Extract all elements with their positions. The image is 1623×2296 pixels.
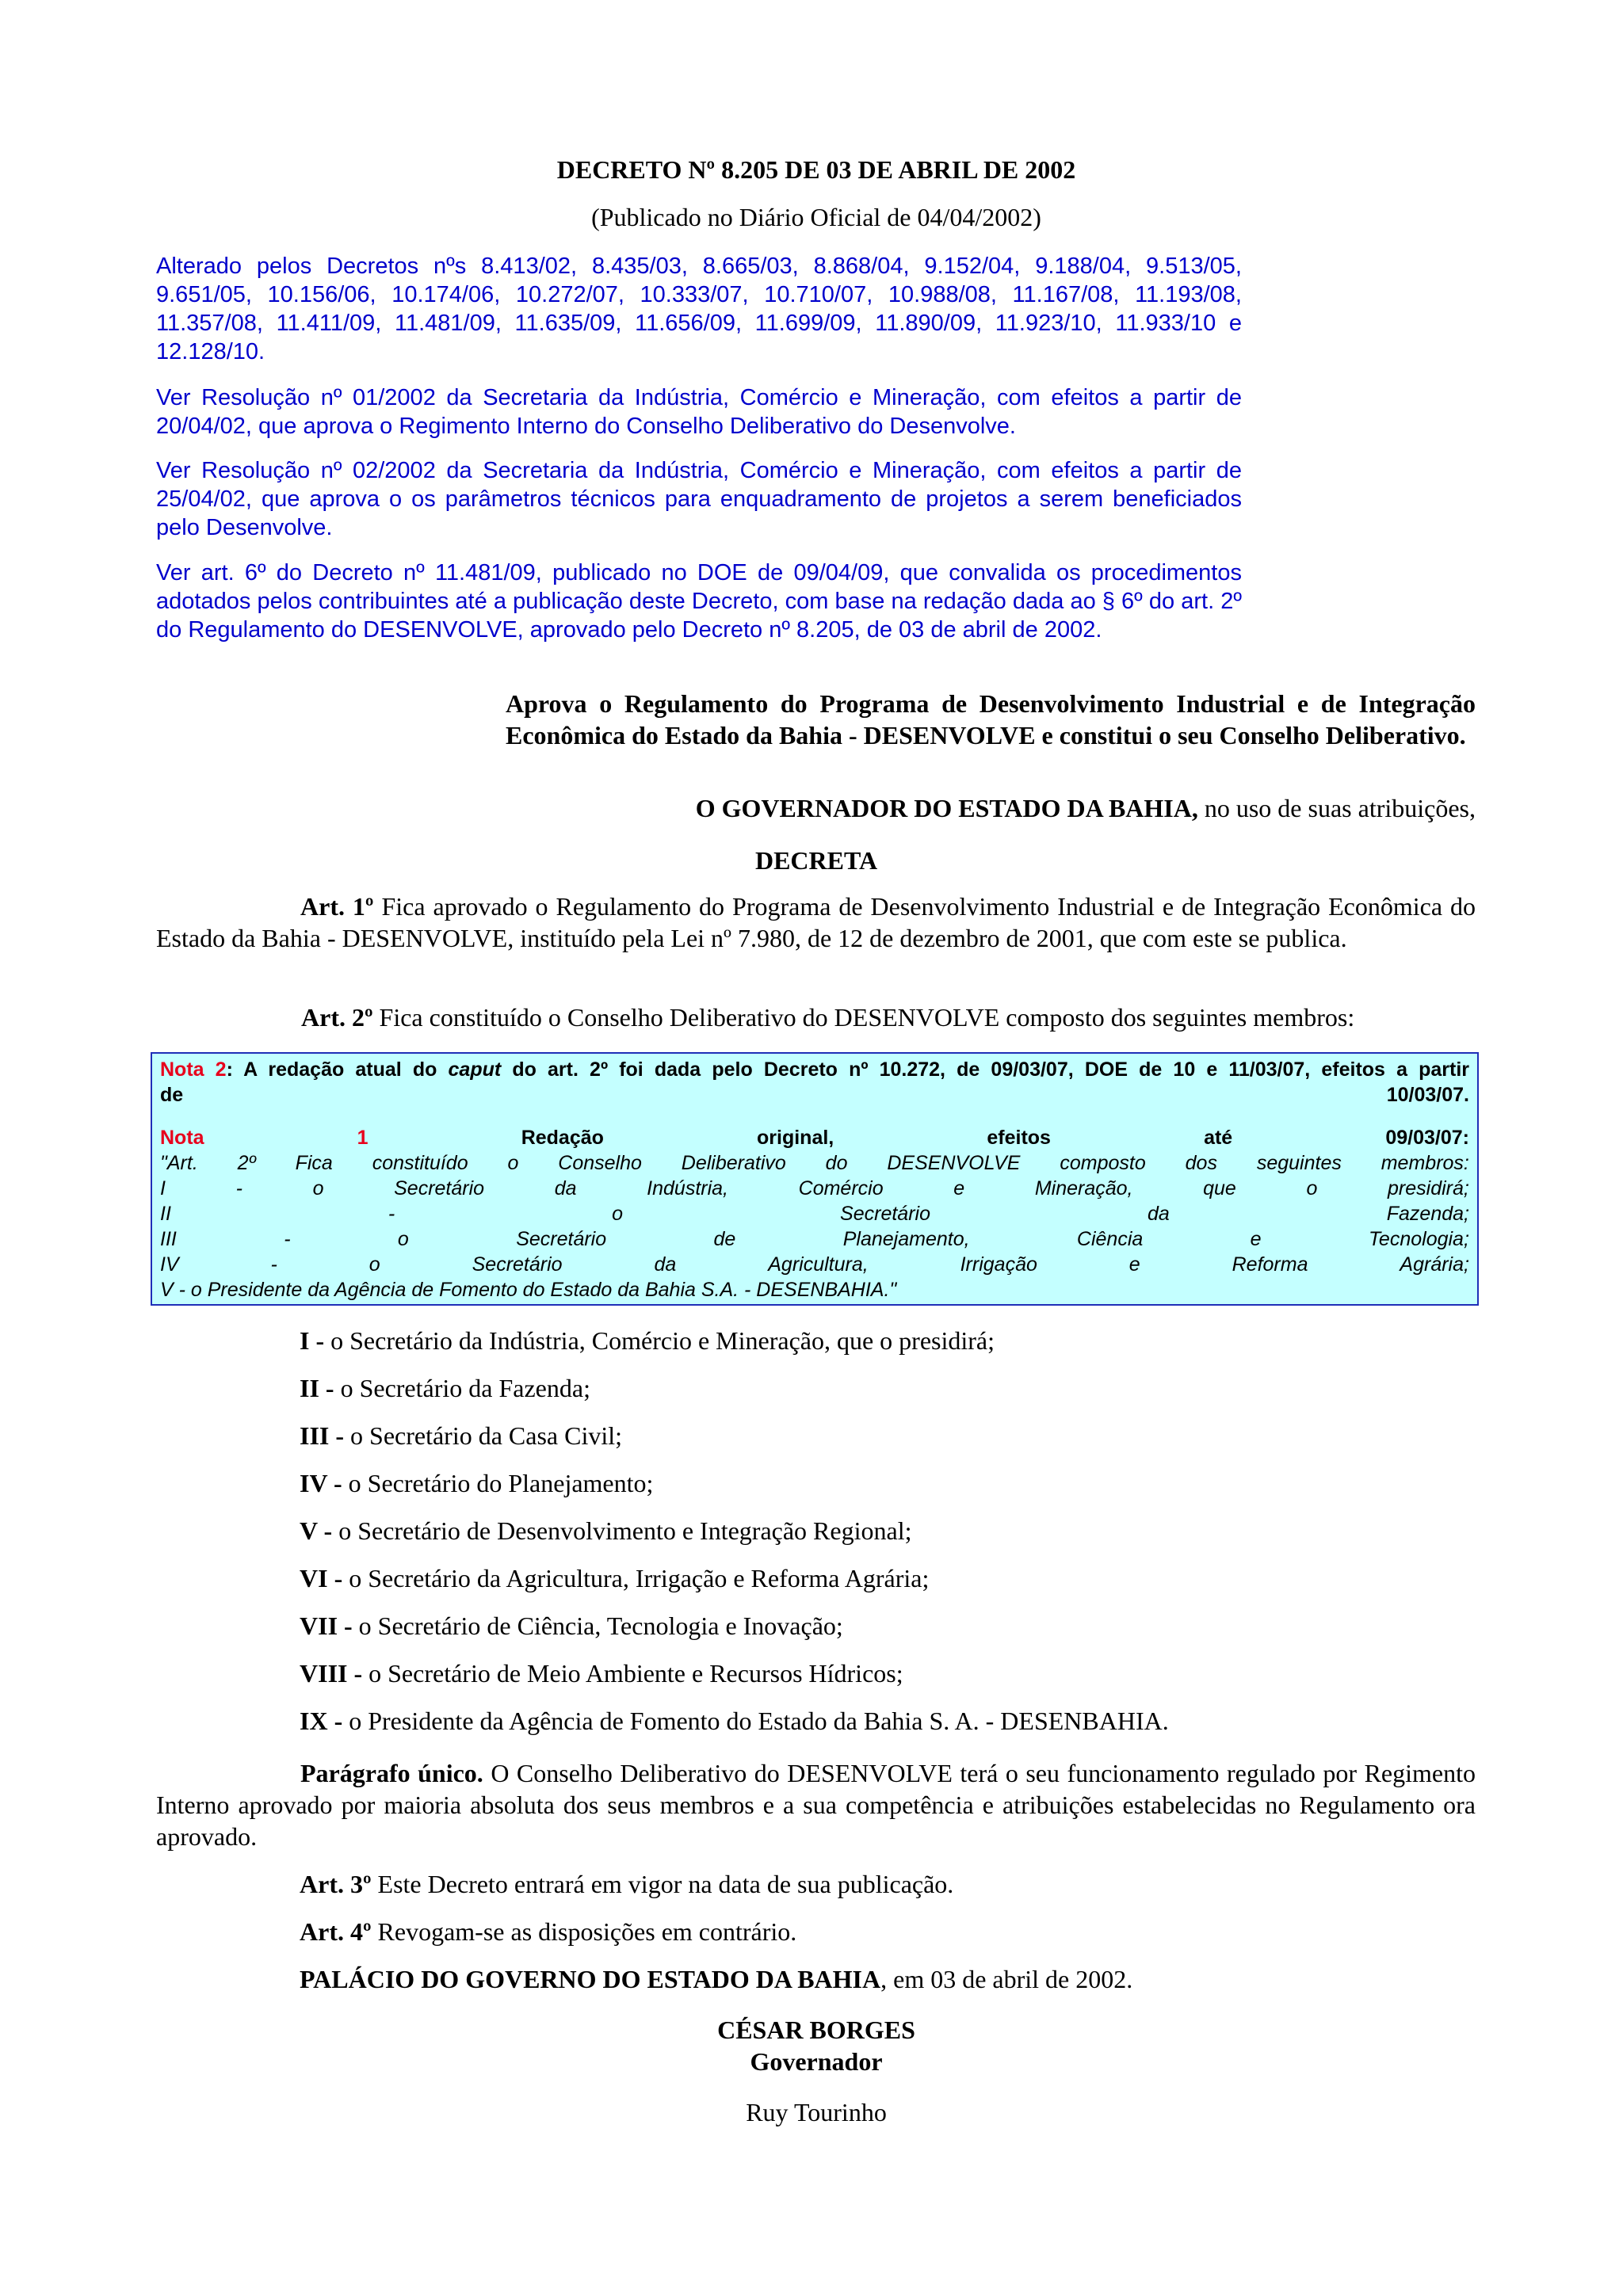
article-4 [300,1916,1474,1947]
article-2 [301,1001,1476,1033]
caput-word: caput [448,1058,502,1081]
paragrafo-unico-label: Parágrafo único. [300,1759,483,1787]
closing-date: , em 03 de abril de 2002. [880,1965,1133,1993]
paragrafo-unico [156,1757,1476,1852]
article-4-text: Revogam-se as disposições em contrário. [371,1917,797,1946]
council-member-text: o Secretário da Casa Civil; [344,1421,623,1450]
decree-title: DECRETO Nº 8.205 DE 03 DE ABRIL DE 2002 [556,155,1076,184]
council-member-text: o Secretário de Desenvolvimento e Integração Regional; [332,1516,912,1545]
resolution-2-note: Ver Resolução nº 02/2002 da Secretaria da Indústria, Comércio e Mineração, com efeitos a partir de 25/04/02, que aprova o os parâmetros técnicos para enquadramento de projetos a serem beneficiados pelo Desenvolve. [156,458,1242,540]
nota-1-row: "Art. 2º Fica constituído o Conselho Deliberativo do DESENVOLVE composto dos seguintes membros: [160,1152,1469,1174]
council-member-item [300,1325,995,1356]
article-3-text: Este Decreto entrará em vigor na data de sua publicação. [371,1870,954,1898]
nota-1-row: IV - o Secretário da Agricultura, Irrigação e Reforma Agrária; [160,1253,1469,1276]
council-member-text: o Secretário da Fazenda; [334,1374,590,1402]
nota-1-row: I - o Secretário da Indústria, Comércio e Mineração, que o presidirá; [160,1177,1469,1199]
article-1-text: Fica aprovado o Regulamento do Programa de Desenvolvimento Industrial e de Integração Econômica do Estado da Bahia - DESENVOLVE, instituído pela Lei nº 7.980, de 12 de dezembro de 2001, que com este se publica. [156,892,1476,952]
council-member-number: IV - [300,1469,342,1497]
council-member-number: V - [300,1516,333,1545]
article-3 [300,1868,1474,1900]
article-2-text: Fica constituído o Conselho Deliberativo do DESENVOLVE composto dos seguintes membros: [372,1003,1355,1032]
council-member-text: o Secretário de Meio Ambiente e Recursos Hídricos; [362,1659,903,1688]
preamble-governor [158,792,1476,824]
council-member-number: III - [300,1421,345,1450]
nota-2-line: Nota 2: A redação atual do caput do art. 2º foi dada pelo Decreto nº 10.272, de 09/03/07, DOE de 10 e 11/03/07, efeitos a partir [160,1058,1470,1081]
nota-1-row: III - o Secretário de Planejamento, Ciência e Tecnologia; [160,1228,1469,1250]
nota-1-label: Nota [160,1127,204,1149]
nota-1-original-text [160,1150,1469,1277]
council-member-item [300,1562,929,1594]
nota-1-header: Nota 1 Redação original, efeitos até 09/03/07: [160,1127,1469,1149]
council-member-text: o Secretário de Ciência, Tecnologia e Inovação; [352,1611,843,1640]
amendments-note: Alterado pelos Decretos nºs 8.413/02, 8.435/03, 8.665/03, 8.868/04, 9.152/04, 9.188/04, 9.513/05, 9.651/05, 10.156/06, 10.174/06, 10.272/07, 10.333/07, 10.710/07, 10.988/08, 11.167/08, 11.193/08, 11.357/08, 11.411/09, 11.481/09, 11.635/09, 11.656/09, 11.699/09, 11.890/09, 11.923/10, 11.933/10 e 12.128/10. [156,254,1242,364]
governor-label: O GOVERNADOR DO ESTADO DA BAHIA, [695,794,1198,822]
council-member-number: I - [300,1326,325,1355]
council-member-text: o Secretário do Planejamento; [342,1469,654,1497]
council-member-item [300,1467,653,1499]
paragrafo-unico-text: O Conselho Deliberativo do DESENVOLVE terá o seu funcionamento regulado por Regimento Interno aprovado por maioria absoluta dos seus membros e a sua competência e atribuições estabelecidas no Regulamento ora aprovado. [156,1759,1476,1851]
council-member-text: o Secretário da Agricultura, Irrigação e Reforma Agrária; [342,1564,930,1592]
nota-2-label: Nota 2 [160,1058,227,1081]
publication-note: (Publicado no Diário Oficial de 04/04/2002) [591,203,1041,231]
article-2-label: Art. 2º [301,1003,373,1032]
council-member-number: VI - [300,1564,343,1592]
signature-role: Governador [750,2047,883,2076]
nota-box [151,1052,1479,1306]
council-member-number: II - [300,1374,334,1402]
ementa: Aprova o Regulamento do Programa de Desenvolvimento Industrial e de Integração Econômica do Estado da Bahia - DESENVOLVE e constitui o seu Conselho Deliberativo. [506,689,1476,749]
article-4-label: Art. 4º [300,1917,372,1946]
council-member-item [300,1372,590,1404]
council-member-item [300,1515,911,1547]
palacio-label: PALÁCIO DO GOVERNO DO ESTADO DA BAHIA [300,1965,881,1993]
council-member-item [300,1705,1169,1737]
council-member-number: VIII - [300,1659,363,1688]
signature-name: CÉSAR BORGES [717,2016,915,2044]
council-member-text: o Presidente da Agência de Fomento do Estado da Bahia S. A. - DESENBAHIA. [342,1707,1169,1735]
signature-secondary: Ruy Tourinho [746,2098,887,2126]
council-member-item [300,1610,843,1642]
nota-2-line-2: de 10/03/07. [160,1084,1469,1106]
decreta-heading: DECRETA [754,846,878,875]
article-3-label: Art. 3º [300,1870,372,1898]
council-member-item [300,1420,622,1451]
governor-text: no uso de suas atribuições, [1197,794,1476,822]
nota-1-last-row: V - o Presidente da Agência de Fomento do Estado da Bahia S.A. - DESENBAHIA." [160,1279,897,1301]
article-1-label: Art. 1º [300,892,374,921]
closing-line [300,1963,1474,1995]
art6-reference-note: Ver art. 6º do Decreto nº 11.481/09, publicado no DOE de 09/04/09, que convalida os procedimentos adotados pelos contribuintes até a publicação deste Decreto, com base na redação dada ao § 6º do art. 2º do Regulamento do DESENVOLVE, aprovado pelo Decreto nº 8.205, de 03 de abril de 2002. [156,560,1242,643]
council-member-item [300,1657,903,1689]
nota-1-row: II - o Secretário da Fazenda; [160,1203,1469,1225]
council-member-text: o Secretário da Indústria, Comércio e Mineração, que o presidirá; [324,1326,995,1355]
council-member-number: VII - [300,1611,353,1640]
council-member-number: IX - [300,1707,343,1735]
article-1 [156,891,1476,954]
resolution-1-note: Ver Resolução nº 01/2002 da Secretaria da Indústria, Comércio e Mineração, com efeitos a partir de 20/04/02, que aprova o Regimento Interno do Conselho Deliberativo do Desenvolve. [156,385,1242,439]
